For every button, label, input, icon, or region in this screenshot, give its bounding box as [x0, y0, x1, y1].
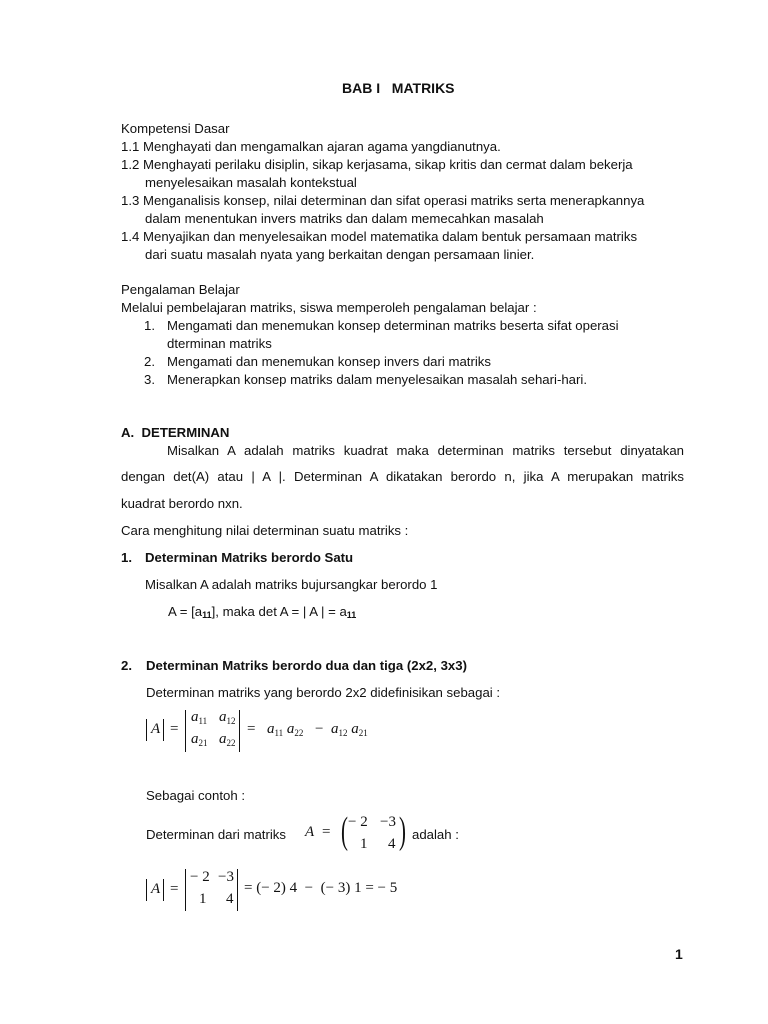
equals-sign: =: [322, 824, 331, 840]
equals-sign: =: [170, 881, 179, 897]
matrix-entry: 1: [360, 836, 368, 852]
example-text: Determinan dari matriks: [146, 827, 286, 842]
section-a-heading: A. DETERMINAN: [121, 425, 230, 440]
result-expression: = (− 2) 4 − (− 3) 1 = − 5: [244, 880, 398, 896]
det-lhs: [151, 721, 160, 738]
matrix-entry: [219, 731, 236, 748]
pengalaman-intro: Melalui pembelajaran matriks, siswa memperoleh pengalaman belajar :: [121, 300, 537, 315]
formula-subscript: 11: [202, 610, 212, 620]
var-A: A: [305, 824, 315, 840]
pengalaman-item: Mengamati dan menemukan konsep invers dari matriks: [167, 354, 491, 369]
term-sub: 12: [338, 728, 348, 738]
sub2-number: 2.: [121, 658, 132, 673]
term-sub: 21: [358, 728, 368, 738]
equals-sign: =: [170, 721, 179, 737]
term-var: a: [351, 721, 359, 737]
matrix-paren-right: ): [399, 810, 406, 852]
minus-sign: −: [315, 721, 324, 737]
list-number: 1.: [144, 318, 155, 333]
matrix-entry: −3: [218, 869, 234, 885]
equals-sign: =: [247, 721, 256, 737]
term-var: a: [267, 721, 275, 737]
pengalaman-heading: Pengalaman Belajar: [121, 282, 240, 297]
entry-var: a: [219, 709, 227, 725]
sub1-text: Misalkan A adalah matriks bujursangkar berordo 1: [145, 577, 438, 592]
matrix-entry: [191, 709, 207, 726]
kompetensi-item: 1.3 Menganalisis konsep, nilai determinan dan sifat operasi matriks serta menerapkannya: [121, 193, 645, 208]
page-number: 1: [675, 946, 683, 962]
sub1-number: 1.: [121, 550, 132, 565]
entry-var: a: [191, 731, 199, 747]
abs-bar-right: [163, 719, 164, 741]
matrix-entry: [191, 731, 208, 748]
section-a-paragraph-line: kuadrat berordo nxn.: [121, 496, 243, 511]
entry-sub: 11: [198, 716, 208, 726]
product-term: [267, 721, 303, 738]
entry-sub: 12: [226, 716, 236, 726]
entry-sub: 22: [226, 738, 236, 748]
cara-menghitung: Cara menghitung nilai determinan suatu matriks :: [121, 523, 409, 538]
matrix-entry: [219, 709, 236, 726]
sub1-heading: Determinan Matriks berordo Satu: [145, 550, 354, 565]
matrix-entry: 4: [388, 836, 396, 852]
kompetensi-item-cont: menyelesaikan masalah kontekstual: [145, 175, 357, 190]
matrix-bar-right: [237, 869, 238, 911]
entry-var: a: [219, 731, 227, 747]
term-sub: 11: [274, 728, 284, 738]
example-var: [305, 824, 314, 841]
sub1-formula: [168, 604, 356, 620]
kompetensi-item: 1.4 Menyajikan dan menyelesaikan model matematika dalam bentuk persamaan matriks: [121, 229, 638, 244]
section-a-paragraph-line: dengan det(A) atau | A |. Determinan A dikatakan berordo n, jika A merupakan matriks: [121, 469, 684, 484]
matrix-entry: − 2: [348, 814, 368, 830]
kompetensi-item: 1.1 Menghayati dan mengamalkan ajaran agama yangdianutnya.: [121, 139, 501, 154]
sub2-text: Determinan matriks yang berordo 2x2 didefinisikan sebagai :: [146, 685, 501, 700]
var-A: A: [151, 721, 161, 737]
matrix-paren-left: (: [341, 810, 348, 852]
formula-subscript: 11: [346, 610, 357, 620]
term-var: a: [286, 721, 295, 737]
matrix-bar-left: [185, 869, 186, 911]
formula-part: A = [a: [168, 604, 203, 619]
contoh-label: Sebagai contoh :: [146, 788, 245, 803]
var-A: A: [151, 881, 161, 897]
abs-bar-left: [146, 879, 147, 901]
matrix-entry: 1: [199, 891, 207, 907]
chapter-title: BAB I MATRIKS: [342, 80, 455, 96]
example-after-text: adalah :: [412, 827, 459, 842]
product-term: [331, 721, 368, 738]
list-number: 3.: [144, 372, 155, 387]
matrix-bar-right: [239, 710, 240, 752]
list-number: 2.: [144, 354, 155, 369]
abs-bar-left: [146, 719, 147, 741]
pengalaman-item: Menerapkan konsep matriks dalam menyelesaikan masalah sehari-hari.: [167, 372, 588, 387]
kompetensi-item-cont: dari suatu masalah nyata yang berkaitan dengan persamaan linier.: [145, 247, 535, 262]
kompetensi-item-cont: dalam menentukan invers matriks dan dalam memecahkan masalah: [145, 211, 544, 226]
entry-var: a: [191, 709, 199, 725]
kompetensi-heading: Kompetensi Dasar: [121, 121, 230, 136]
sub2-heading: Determinan Matriks berordo dua dan tiga (2x2, 3x3): [146, 658, 467, 673]
matrix-entry: 4: [226, 891, 234, 907]
pengalaman-item-cont: dterminan matriks: [167, 336, 272, 351]
term-var: a: [331, 721, 339, 737]
matrix-entry: − 2: [190, 869, 210, 885]
abs-bar-right: [163, 879, 164, 901]
formula-part: ], maka det A = | A | = a: [211, 604, 347, 619]
result-lhs: [151, 881, 160, 898]
entry-sub: 21: [198, 738, 208, 748]
kompetensi-item: 1.2 Menghayati perilaku disiplin, sikap kerjasama, sikap kritis dan cermat dalam bekerja: [121, 157, 633, 172]
pengalaman-item: Mengamati dan menemukan konsep determinan matriks beserta sifat operasi: [167, 318, 619, 333]
term-sub: 22: [294, 728, 304, 738]
matrix-bar-left: [185, 710, 186, 752]
section-a-paragraph-line: Misalkan A adalah matriks kuadrat maka determinan matriks tersebut dinyatakan: [167, 443, 684, 458]
matrix-entry: −3: [380, 814, 396, 830]
